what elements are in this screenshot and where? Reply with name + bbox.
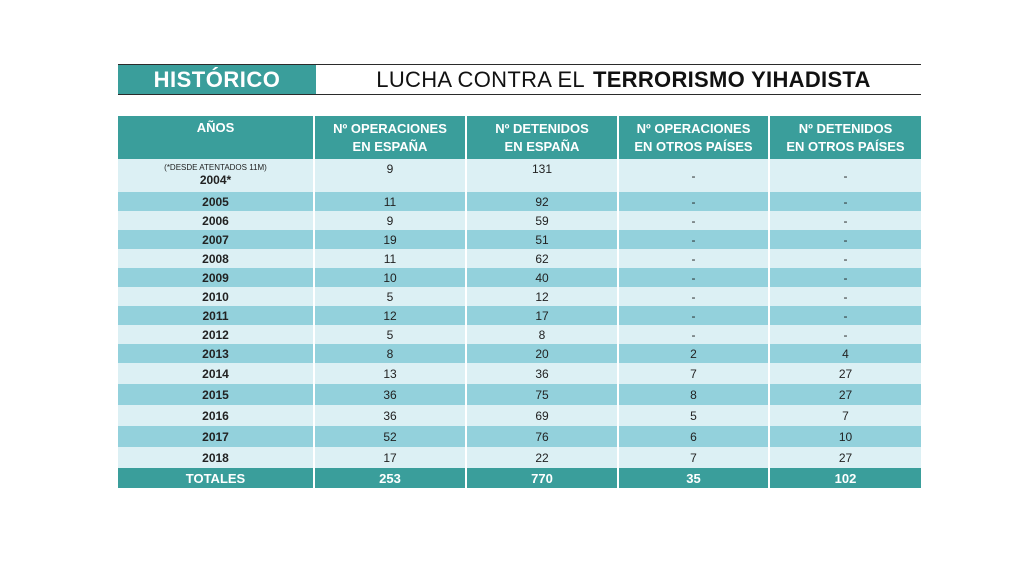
cell-ops-other: 5 <box>618 405 769 426</box>
totals-label: TOTALES <box>118 468 314 488</box>
cell-ops-spain: 5 <box>314 325 466 344</box>
cell-detained-other: - <box>769 306 921 325</box>
header-line1: Nº OPERACIONES <box>636 120 751 136</box>
cell-detained-other: - <box>769 287 921 306</box>
cell-ops-other: 2 <box>618 344 769 363</box>
cell-detained-spain: 8 <box>466 325 618 344</box>
header-line2: EN OTROS PAÍSES <box>634 138 753 154</box>
table-row <box>118 211 921 230</box>
cell-detained-other: 10 <box>769 426 921 447</box>
table-row <box>118 363 921 384</box>
cell-year: 2016 <box>118 405 314 426</box>
total-ops-spain: 253 <box>314 468 466 488</box>
header-line1: Nº DETENIDOS <box>495 120 589 136</box>
first-row-note: (*DESDE ATENTADOS 11M) <box>164 162 267 172</box>
year-label: 2004* <box>199 172 232 187</box>
header-years <box>118 116 314 159</box>
cell-ops-other: 7 <box>618 447 769 468</box>
cell-ops-spain: 36 <box>314 405 466 426</box>
cell-ops-other: - <box>618 192 769 211</box>
statistics-table <box>118 116 921 488</box>
cell-year: 2014 <box>118 363 314 384</box>
cell-ops-spain: 5 <box>314 287 466 306</box>
cell-year: 2015 <box>118 384 314 405</box>
cell-detained-other: - <box>769 159 921 192</box>
cell-ops-other: - <box>618 306 769 325</box>
cell-year: 2008 <box>118 249 314 268</box>
cell-year <box>118 159 314 192</box>
cell-detained-spain: 76 <box>466 426 618 447</box>
cell-detained-other: - <box>769 211 921 230</box>
cell-detained-spain: 131 <box>466 159 618 192</box>
cell-ops-other: - <box>618 159 769 192</box>
title-tag: HISTÓRICO <box>118 65 316 94</box>
cell-detained-other: - <box>769 325 921 344</box>
header-line2: EN OTROS PAÍSES <box>786 138 905 154</box>
cell-detained-other: - <box>769 249 921 268</box>
cell-detained-spain: 22 <box>466 447 618 468</box>
table-row <box>118 447 921 468</box>
header-ops-spain <box>314 116 466 159</box>
cell-year: 2013 <box>118 344 314 363</box>
header-line1: Nº OPERACIONES <box>333 120 447 136</box>
cell-ops-spain: 52 <box>314 426 466 447</box>
cell-detained-spain: 51 <box>466 230 618 249</box>
cell-detained-spain: 75 <box>466 384 618 405</box>
cell-ops-other: - <box>618 230 769 249</box>
header-line1: Nº DETENIDOS <box>798 120 893 136</box>
table-row <box>118 384 921 405</box>
cell-year: 2011 <box>118 306 314 325</box>
table-row <box>118 306 921 325</box>
cell-detained-spain: 20 <box>466 344 618 363</box>
cell-detained-other: 7 <box>769 405 921 426</box>
cell-detained-spain: 62 <box>466 249 618 268</box>
cell-year: 2018 <box>118 447 314 468</box>
header-ops-other <box>618 116 769 159</box>
cell-ops-other: - <box>618 287 769 306</box>
table-row <box>118 325 921 344</box>
header-detained-other <box>769 116 921 159</box>
table-row <box>118 159 921 192</box>
total-detained-other: 102 <box>769 468 921 488</box>
table-row <box>118 405 921 426</box>
cell-year: 2009 <box>118 268 314 287</box>
cell-ops-spain: 36 <box>314 384 466 405</box>
cell-year: 2006 <box>118 211 314 230</box>
cell-detained-other: 27 <box>769 363 921 384</box>
cell-ops-spain: 9 <box>314 211 466 230</box>
cell-detained-other: - <box>769 268 921 287</box>
cell-ops-spain: 19 <box>314 230 466 249</box>
title-highlight: TERRORISMO YIHADISTA <box>592 66 871 92</box>
header-detained-spain <box>466 116 618 159</box>
cell-detained-other: 27 <box>769 384 921 405</box>
cell-detained-other: 4 <box>769 344 921 363</box>
table-row <box>118 344 921 363</box>
table-row <box>118 426 921 447</box>
table-row <box>118 268 921 287</box>
header-line1: AÑOS <box>196 120 235 135</box>
total-detained-spain: 770 <box>466 468 618 488</box>
cell-year: 2012 <box>118 325 314 344</box>
table-row <box>118 249 921 268</box>
cell-detained-spain: 40 <box>466 268 618 287</box>
total-ops-other: 35 <box>618 468 769 488</box>
table-row <box>118 287 921 306</box>
cell-ops-other: - <box>618 325 769 344</box>
header-line2: EN ESPAÑA <box>352 138 428 154</box>
cell-ops-spain: 11 <box>314 192 466 211</box>
table-header-row <box>118 116 921 159</box>
cell-ops-other: - <box>618 268 769 287</box>
cell-ops-other: 8 <box>618 384 769 405</box>
title-bar <box>118 64 921 95</box>
cell-ops-spain: 8 <box>314 344 466 363</box>
cell-ops-other: - <box>618 211 769 230</box>
cell-ops-other: - <box>618 249 769 268</box>
cell-year: 2005 <box>118 192 314 211</box>
table-row <box>118 192 921 211</box>
cell-year: 2007 <box>118 230 314 249</box>
cell-detained-spain: 36 <box>466 363 618 384</box>
page-title <box>316 65 921 94</box>
cell-ops-spain: 11 <box>314 249 466 268</box>
cell-year: 2017 <box>118 426 314 447</box>
table-row <box>118 230 921 249</box>
cell-ops-spain: 10 <box>314 268 466 287</box>
cell-detained-spain: 17 <box>466 306 618 325</box>
cell-ops-other: 7 <box>618 363 769 384</box>
cell-detained-spain: 69 <box>466 405 618 426</box>
cell-year: 2010 <box>118 287 314 306</box>
cell-detained-spain: 92 <box>466 192 618 211</box>
cell-ops-spain: 12 <box>314 306 466 325</box>
cell-ops-spain: 13 <box>314 363 466 384</box>
cell-detained-spain: 12 <box>466 287 618 306</box>
cell-ops-spain: 17 <box>314 447 466 468</box>
cell-detained-other: 27 <box>769 447 921 468</box>
header-line2: EN ESPAÑA <box>504 138 580 154</box>
totals-row <box>118 468 921 488</box>
cell-detained-spain: 59 <box>466 211 618 230</box>
cell-detained-other: - <box>769 192 921 211</box>
cell-ops-other: 6 <box>618 426 769 447</box>
cell-ops-spain: 9 <box>314 159 466 192</box>
cell-detained-other: - <box>769 230 921 249</box>
title-prefix: LUCHA CONTRA EL <box>376 66 585 92</box>
